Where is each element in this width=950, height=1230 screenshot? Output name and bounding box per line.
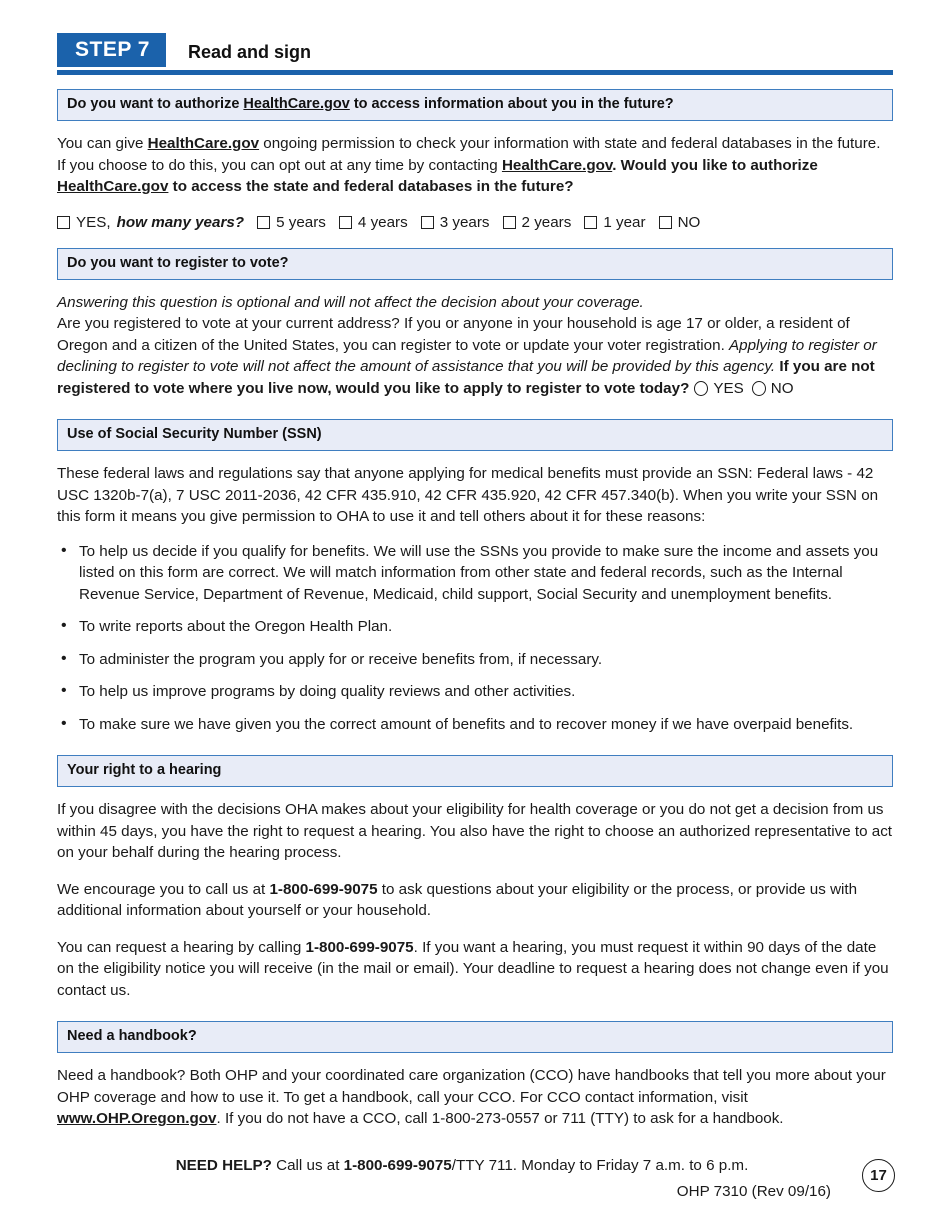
checkbox-label: NO (677, 213, 701, 231)
healthcare-gov-link[interactable]: HealthCare.gov (57, 178, 169, 195)
vote-question-bold: If you are not registered to vote where you live now, would you like to apply to register to vote today? (57, 358, 875, 397)
hearing-body (57, 799, 893, 1001)
radio-option-yes[interactable] (694, 378, 743, 400)
footer-phone-number: 1-800-699-9075 (343, 1157, 452, 1174)
section-header-authorize (57, 89, 893, 121)
authorize-body (57, 133, 893, 198)
checkbox-option-no[interactable] (659, 212, 701, 234)
radio-option-no[interactable] (752, 378, 794, 400)
hearing-paragraph-2 (57, 879, 893, 922)
hearing-p3-post: . If you want a hearing, you must request it within 90 days of the date on the eligibility notice you will receive (in the mail or email). Your deadline to request a hearing does not change even if you contact us. (57, 938, 889, 999)
radio-icon[interactable] (752, 381, 766, 396)
checkbox-icon[interactable] (57, 216, 70, 229)
handbook-body-post: . If you do not have a CCO, call 1-800-273-0557 or 711 (TTY) to ask for a handbook. (216, 1110, 784, 1128)
vote-body (57, 292, 893, 400)
hearing-p2-post: to ask questions about your eligibility or the process, or provide us with additional information about yourself or your household. (57, 880, 858, 920)
vote-body-seg-1: Are you registered to vote at your current address? If you or anyone in your household is age 17 or older, a resident of Oregon and a citizen of the United States, you can register to vote or update your voter registration. (57, 315, 850, 354)
list-item: • To help us decide if you qualify for benefits. We will use the SSNs you provide to make sure the income and assets you listed on this form are correct. We will match information from other state and federal records, such as the Internal Revenue Service, Department of Revenue, Medicaid, child support, Social Security and unemployment benefits. (57, 541, 893, 606)
checkbox-label: 5 years (276, 213, 326, 231)
need-help-post: /TTY 711. Monday to Friday 7 a.m. to 6 p.m. (451, 1157, 749, 1174)
checkbox-icon[interactable] (421, 216, 434, 229)
authorize-body-seg-4: to access the state and federal databases in the future? (168, 178, 574, 195)
section-header-hearing: Your right to a hearing (57, 755, 893, 787)
section-header-authorize-pre: Do you want to authorize (67, 96, 244, 112)
hearing-phone-number: 1-800-699-9075 (269, 880, 378, 898)
checkbox-icon[interactable] (659, 216, 672, 229)
header-rule (57, 70, 893, 75)
radio-label: YES (713, 379, 744, 397)
checkbox-label: 1 year (603, 213, 646, 231)
healthcare-gov-link[interactable]: HealthCare.gov (147, 135, 260, 152)
step-header (57, 33, 893, 67)
hearing-paragraph-1: If you disagree with the decisions OHA makes about your eligibility for health coverage or you do not get a decision from us within 45 days, you have the right to request a hearing. You also have the right to choose an authorized representative to act on your behalf during the hearing process. (57, 801, 893, 862)
checkbox-label: 2 years (521, 213, 572, 231)
hearing-paragraph-3 (57, 937, 893, 1002)
checkbox-option-1-year[interactable] (584, 212, 645, 234)
document-page (57, 33, 893, 1130)
checkbox-option-2-years[interactable] (503, 212, 572, 234)
authorize-body-seg-3: . Would you like to authorize (612, 156, 818, 174)
handbook-body (57, 1065, 893, 1130)
checkbox-option-yes[interactable] (57, 212, 244, 234)
checkbox-icon[interactable] (257, 216, 270, 229)
checkbox-label-yes: YES, (76, 213, 111, 231)
section-header-vote: Do you want to register to vote? (57, 248, 893, 280)
checkbox-option-4-years[interactable] (339, 212, 408, 234)
list-item: • To administer the program you apply for or receive benefits from, if necessary. (57, 649, 893, 671)
hearing-phone-number: 1-800-699-9075 (305, 938, 414, 956)
list-item: • To write reports about the Oregon Health Plan. (57, 616, 893, 638)
checkbox-option-5-years[interactable] (257, 212, 326, 234)
page-title: Read and sign (187, 42, 312, 62)
section-header-handbook: Need a handbook? (57, 1021, 893, 1053)
healthcare-gov-link[interactable]: HealthCare.gov (243, 96, 350, 112)
authorize-options (57, 212, 893, 234)
hearing-p3-pre: You can request a hearing by calling (57, 938, 306, 956)
vote-body-italic: Applying to register or declining to register to vote will not affect the amount of assistance that you will be provided by this agency. (57, 336, 877, 375)
ohp-oregon-gov-link[interactable]: www.OHP.Oregon.gov (57, 1110, 217, 1128)
checkbox-icon[interactable] (584, 216, 597, 229)
section-header-ssn: Use of Social Security Number (SSN) (57, 419, 893, 451)
section-header-authorize-post: to access information about you in the future? (349, 96, 674, 112)
checkbox-option-3-years[interactable] (421, 212, 490, 234)
radio-icon[interactable] (694, 381, 708, 396)
authorize-body-seg-2: ongoing permission to check your information with state and federal databases in the future. If you choose to do this, you can opt out at any time by contacting (57, 135, 881, 174)
ssn-reasons-list (57, 541, 893, 736)
checkbox-label: 4 years (357, 213, 408, 231)
list-item: • To make sure we have given you the correct amount of benefits and to recover money if we have overpaid benefits. (57, 714, 893, 736)
need-help-pre: Call us at (271, 1157, 344, 1174)
healthcare-gov-link[interactable]: HealthCare.gov (501, 156, 613, 174)
how-many-years-emphasis: how many years? (116, 213, 245, 231)
page-number-badge: 17 (862, 1159, 895, 1192)
need-help-line (57, 1155, 893, 1177)
hearing-p2-pre: We encourage you to call us at (57, 880, 270, 898)
page-footer (57, 1155, 893, 1203)
form-code: OHP 7310 (Rev 09/16) (676, 1183, 831, 1200)
checkbox-label: 3 years (439, 213, 490, 231)
vote-options (689, 378, 793, 400)
vote-optional-note: Answering this question is optional and will not affect the decision about your coverage. (57, 293, 644, 311)
checkbox-icon[interactable] (503, 216, 516, 229)
list-item: • To help us improve programs by doing quality reviews and other activities. (57, 681, 893, 703)
checkbox-icon[interactable] (339, 216, 352, 229)
radio-label: NO (770, 379, 794, 397)
step-badge: STEP 7 (57, 33, 166, 67)
handbook-body-pre: Need a handbook? Both OHP and your coordinated care organization (CCO) have handbooks that tell you more about your OHP coverage and how to use it. To get a handbook, call your CCO. For CCO contact information, visit (57, 1067, 886, 1106)
ssn-body: These federal laws and regulations say that anyone applying for medical benefits must provide an SSN: Federal laws - 42 USC 1320b-7(a), 7 USC 2011-2036, 42 CFR 435.910, 42 CFR 435.920, 42 CFR 457.340(b). When you write your SSN on this form it means you give permission to OHA to use it and tell others about it for these reasons: (57, 465, 879, 526)
need-help-label: NEED HELP? (175, 1157, 272, 1174)
authorize-body-seg-1: You can give (57, 135, 148, 152)
